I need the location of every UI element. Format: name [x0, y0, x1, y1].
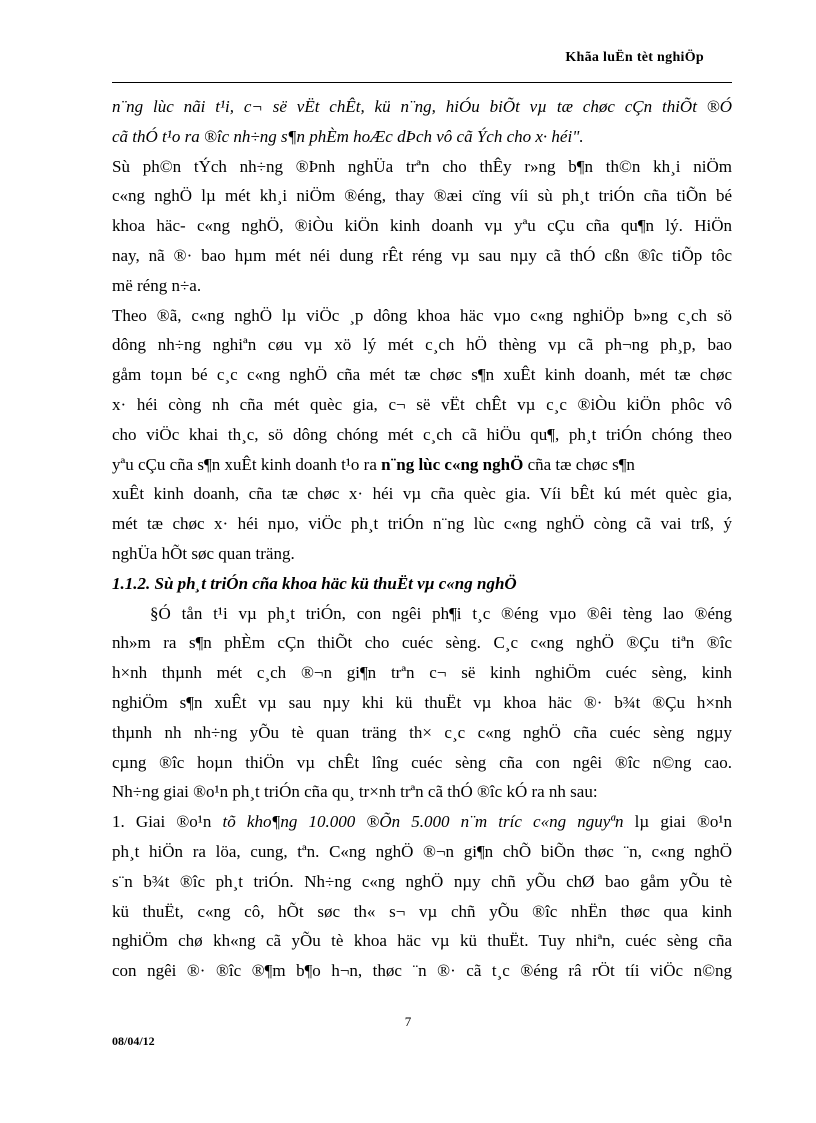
section-heading: 1.1.2. Sù ph¸t triÓn cña khoa häc kü thuËt vµ c«ng nghÖ — [112, 573, 517, 593]
body-line: h×nh thµnh mét c¸ch ®¬n gi¶n trªn c¬ së kinh nghiÖm cuéc sèng, kinh — [112, 663, 732, 683]
list-item-prefix: 1. Giai ®o¹n — [112, 812, 223, 832]
body-line: ph¸t hiÖn ra löa, cung, tªn. C«ng nghÖ ®¬n gi¶n chÕ biÕn thøc ¨n, c«ng nghÖ — [112, 841, 732, 861]
body-line: nghiÖm chø kh«ng cã yÕu tè khoa häc vµ kü thuËt. Tuy nhiªn, cuéc sèng cña — [112, 931, 732, 951]
body-line: cho viÖc khai th¸c, sö dông chóng mét c¸ch cã hiÖu qu¶, ph¸t triÓn chóng theo — [112, 424, 732, 444]
footer-date: 08/04/12 — [112, 1034, 155, 1048]
body-line-with-bold — [112, 450, 732, 480]
body-line: cµng ®îc hoµn thiÖn vµ chÊt lîng cuéc sèng cña con ngêi ®îc n©ng cao. — [112, 752, 732, 772]
body-line: §Ó tån t¹i vµ ph¸t triÓn, con ngêi ph¶i t¸c ®éng vµo ®êi tèng lao ®éng — [150, 603, 732, 623]
body-line: gåm toµn bé c¸c c«ng nghÖ cña mét tæ chøc s¶n xuÊt kinh doanh, mét tæ chøc — [112, 365, 732, 385]
body-line-start: yªu cÇu cña s¶n xuÊt kinh doanh t¹o ra — [112, 454, 377, 474]
body-line: Theo ®ã, c«ng nghÖ lµ viÖc ¸p dông khoa häc vµo c«ng nghiÖp b»ng c¸ch sö — [112, 305, 732, 325]
body-line: Sù ph©n tÝch nh÷ng ®Þnh nghÜa trªn cho thÊy r»ng b¶n th©n kh¸i niÖm — [112, 156, 732, 176]
body-line: xuÊt kinh doanh, cña tæ chøc x· héi vµ cña quèc gia. Víi bÊt kú mét quèc gia, — [112, 484, 732, 504]
header-title: Khãa luËn tèt nghiÖp — [565, 50, 704, 65]
body-line-tail: cña tæ chøc s¶n — [523, 454, 635, 474]
body-line: nghÜa hÕt søc quan träng. — [112, 543, 295, 563]
body-line: c«ng nghÖ lµ mét kh¸i niÖm ®éng, thay ®æi cïng víi sù ph¸t triÓn cña tiÕn bé — [112, 186, 732, 206]
body-line: n¨ng lùc nãi t¹i, c¬ së vËt chÊt, kü n¨ng, hiÓu biÕt vµ tæ chøc cÇn thiÕt ®Ó — [112, 97, 732, 116]
body-line: më réng n÷a. — [112, 275, 202, 295]
bold-phrase: n¨ng lùc c«ng nghÖ — [381, 454, 524, 474]
body-line: x· héi còng nh cña mét quèc gia, c¬ së vËt chÊt vµ c¸c ®iÒu kiÖn phôc vô — [112, 394, 732, 414]
body-line: thµnh nh nh÷ng yÕu tè quan träng th× c¸c c«ng nghÖ cña cuéc sèng ngµy — [112, 722, 732, 742]
body-line: nay, nã ®· bao hµm mét néi dung rÊt réng vµ sau nµy cã thÓ cßn ®îc tiÕp tôc — [112, 245, 732, 265]
body-line: dông nh÷ng nghiªn cøu vµ xö lý mét c¸ch hÖ thèng vµ cã ph¬ng ph¸p, bao — [112, 335, 732, 355]
list-item-1 — [112, 807, 732, 837]
list-item-suffix: lµ giai ®o¹n — [623, 812, 732, 832]
body-line: kü thuËt, c«ng cô, hÕt søc th« s¬ vµ chñ yÕu ®îc nhËn thøc qua kinh — [112, 901, 732, 921]
body-line: nh»m ra s¶n phÈm cÇn thiÕt cho cuéc sèng. C¸c c«ng nghÖ ®Çu tiªn ®îc — [112, 633, 732, 653]
list-item-italic: tõ kho¶ng 10.000 ®Õn 5.000 n¨m tríc c«ng nguyªn — [222, 812, 624, 832]
document-body — [112, 92, 732, 986]
body-line: s¨n b¾t ®îc ph¸t triÓn. Nh÷ng c«ng nghÖ nµy chñ yÕu chØ bao gåm yÕu tè — [112, 871, 732, 891]
body-line: khoa häc- c«ng nghÖ, ®iÒu kiÖn kinh doanh vµ yªu cÇu cña qu¶n lý. HiÖn — [112, 216, 732, 236]
page-number: 7 — [404, 1014, 412, 1029]
body-line: nghiÖm s¶n xuÊt vµ sau nµy khi kü thuËt vµ khoa häc ®· b¾t ®Çu h×nh — [112, 692, 732, 712]
body-line: Nh÷ng giai ®o¹n ph¸t triÓn cña qu¸ tr×nh trªn cã thÓ ®îc kÓ ra nh sau: — [112, 782, 598, 802]
header-rule — [112, 82, 732, 83]
body-line: cã thÓ t¹o ra ®îc nh÷ng s¶n phÈm hoÆc dÞch vô cã Ých cho x· héi". — [112, 126, 584, 146]
body-line: con ngêi ®· ®îc ®¶m b¶o h¬n, thøc ¨n ®· cã t¸c ®éng râ rÖt tíi viÖc n©ng — [112, 961, 732, 981]
body-line: mét tæ chøc x· héi nµo, viÖc ph¸t triÓn n¨ng lùc c«ng nghÖ còng cã vai trß, ý — [112, 514, 732, 534]
